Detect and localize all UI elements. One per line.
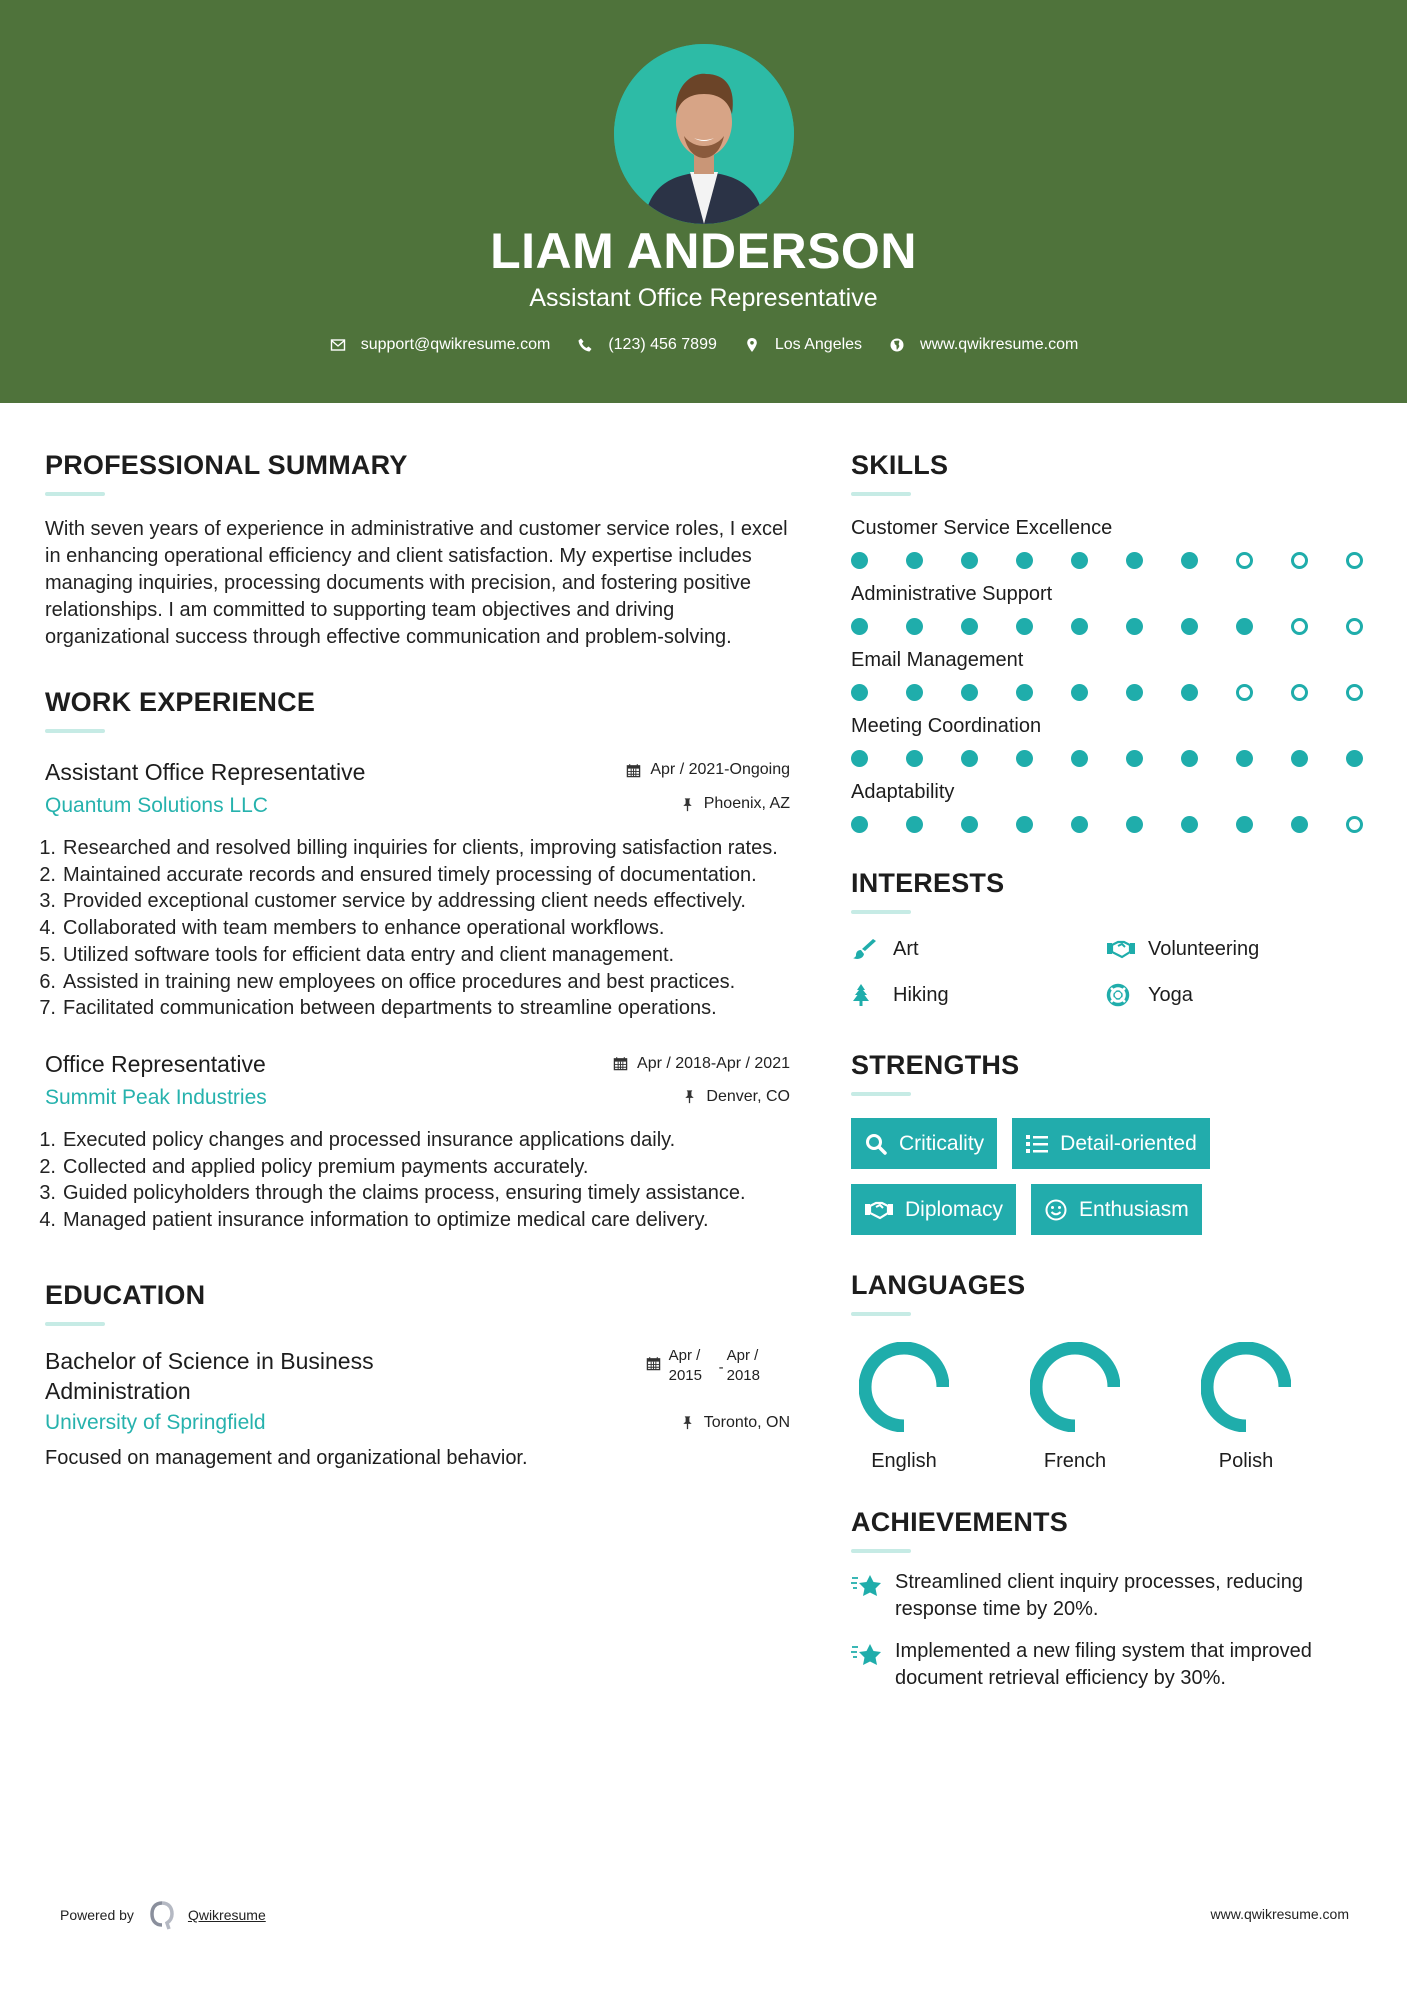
list-item: 2. Collected and applied policy premium payments accurately.	[39, 1155, 589, 1178]
list-icon	[1025, 1132, 1049, 1156]
contact-email[interactable]	[329, 336, 551, 354]
achievement-text: Implemented a new filing system that improved document retrieval efficiency by 30%.	[895, 1640, 1312, 1689]
language-item	[851, 1342, 1022, 1473]
rating-dot-filled	[1126, 618, 1143, 635]
company-name: Quantum Solutions LLC	[45, 794, 268, 817]
person-portrait-icon	[614, 44, 794, 224]
search-icon	[864, 1132, 888, 1156]
calendar-icon	[613, 1056, 628, 1071]
list-item: 1. Researched and resolved billing inquiries for clients, improving satisfaction rates.	[39, 837, 778, 859]
rating-dot-empty	[1291, 618, 1308, 635]
skill-rating	[851, 618, 1371, 636]
heading-underline	[851, 1549, 911, 1553]
rating-dot-filled	[1016, 552, 1033, 569]
strength-badge	[851, 1184, 1016, 1235]
section-heading: WORK EXPERIENCE	[45, 687, 316, 717]
language-name: French	[1043, 1450, 1107, 1472]
degree-title: Bachelor of Science in Business Administration	[45, 1347, 374, 1404]
contact-website-text: www.qwikresume.com	[920, 336, 1079, 353]
skill-item	[851, 778, 1371, 834]
job-dates-text: Apr / 2021-Ongoing	[650, 761, 790, 778]
heading-underline	[851, 1092, 911, 1096]
job-dates	[613, 1055, 790, 1073]
job-bullets	[39, 835, 790, 1022]
interest-item	[851, 932, 1106, 966]
star-icon	[851, 1638, 895, 1691]
rating-dot-filled	[851, 684, 868, 701]
rating-dot-filled	[1236, 750, 1253, 767]
skill-rating	[851, 816, 1371, 834]
rating-dot-filled	[1071, 750, 1088, 767]
contact-bar	[0, 336, 1407, 354]
rating-dot-filled	[1126, 552, 1143, 569]
interests-section	[851, 866, 1371, 1012]
job-location	[682, 1088, 790, 1106]
rating-dot-filled	[1016, 750, 1033, 767]
tree-icon	[851, 982, 883, 1008]
envelope-icon	[329, 336, 347, 354]
rating-dot-filled	[906, 618, 923, 635]
strength-badge	[1031, 1184, 1202, 1235]
rating-dot-filled	[961, 816, 978, 833]
skill-item	[851, 580, 1371, 636]
summary-text: With seven years of experience in administrative and customer service roles, I excel in enhancing operational efficiency and client satisfaction. My expertise includes managing inquiries, processing documents with precision, and fostering positive relationships. I am committed to supporting team objectives and driving organizational success through effective communication and problem-solving.	[45, 518, 788, 648]
rating-dot-filled	[1126, 684, 1143, 701]
rating-dot-filled	[1016, 618, 1033, 635]
rating-dot-filled	[851, 750, 868, 767]
education-dates	[646, 1346, 760, 1386]
skill-rating	[851, 552, 1371, 570]
rating-dot-filled	[851, 618, 868, 635]
education-entry	[45, 1346, 790, 1472]
rating-dot-filled	[906, 816, 923, 833]
education-description: Focused on management and organizational behavior.	[45, 1446, 528, 1469]
rating-dot-filled	[1181, 816, 1198, 833]
rating-dot-filled	[1291, 816, 1308, 833]
date-separator: -	[718, 1358, 724, 1376]
skills-section	[851, 448, 1371, 834]
phone-icon	[576, 336, 594, 354]
rating-dot-filled	[961, 618, 978, 635]
language-name: Polish	[1218, 1450, 1274, 1472]
summary-section	[45, 448, 790, 651]
contact-phone[interactable]	[576, 336, 717, 354]
section-heading: INTERESTS	[851, 868, 1005, 898]
languages-list	[851, 1342, 1371, 1473]
rating-dot-filled	[1016, 816, 1033, 833]
heading-underline	[851, 492, 911, 496]
rating-dot-filled	[1236, 618, 1253, 635]
interest-label: Art	[893, 937, 919, 960]
handshake-icon	[1106, 936, 1138, 962]
experience-section	[39, 685, 790, 1234]
rating-dot-filled	[961, 684, 978, 701]
language-item	[1022, 1342, 1193, 1473]
rating-dot-filled	[1126, 816, 1143, 833]
qwikresume-link[interactable]: Qwikresume	[187, 1907, 266, 1923]
skill-name: Adaptability	[851, 781, 955, 803]
qwikresume-logo-icon	[148, 1900, 176, 1930]
strength-badge	[1012, 1118, 1210, 1169]
job-entry	[39, 757, 790, 1022]
languages-section	[851, 1268, 1371, 1473]
strengths-list	[851, 1118, 1371, 1250]
interests-list	[851, 932, 1371, 1012]
heading-underline	[45, 729, 105, 733]
school-name: University of Springfield	[45, 1410, 266, 1434]
globe-icon	[888, 336, 906, 354]
job-dates-text: Apr / 2018-Apr / 2021	[637, 1054, 790, 1072]
heading-underline	[851, 910, 911, 914]
achievements-section	[851, 1505, 1371, 1691]
section-heading: LANGUAGES	[851, 1270, 1026, 1300]
achievement-text: Streamlined client inquiry processes, reducing response time by 20%.	[895, 1571, 1303, 1620]
strength-label: Detail-oriented	[1060, 1131, 1197, 1155]
skill-name: Administrative Support	[851, 583, 1053, 605]
job-location-text: Phoenix, AZ	[703, 795, 790, 812]
list-item: 6. Assisted in training new employees on office procedures and best practices.	[39, 970, 736, 993]
list-item: 3. Guided policyholders through the claims process, ensuring timely assistance.	[39, 1182, 746, 1205]
heading-underline	[851, 1312, 911, 1316]
progress-ring-icon	[1030, 1342, 1120, 1432]
candidate-title: Assistant Office Representative	[529, 284, 878, 312]
section-heading: ACHIEVEMENTS	[851, 1507, 1068, 1537]
rating-dot-filled	[1181, 684, 1198, 701]
rating-dot-filled	[1346, 750, 1363, 767]
list-item: 5. Utilized software tools for efficient data entry and client management.	[39, 943, 675, 966]
rating-dot-filled	[906, 684, 923, 701]
job-location-text: Denver, CO	[706, 1087, 790, 1105]
rating-dot-empty	[1346, 552, 1363, 569]
achievement-item	[851, 1638, 1371, 1691]
job-location	[680, 795, 790, 813]
achievement-item	[851, 1569, 1371, 1622]
rating-dot-filled	[1181, 552, 1198, 569]
skill-name: Meeting Coordination	[851, 715, 1042, 737]
progress-ring-icon	[859, 1342, 949, 1432]
rating-dot-empty	[1291, 552, 1308, 569]
rating-dot-filled	[1181, 618, 1198, 635]
rating-dot-filled	[961, 552, 978, 569]
pushpin-icon	[680, 1415, 695, 1430]
contact-website[interactable]	[888, 336, 1078, 354]
rating-dot-filled	[1071, 618, 1088, 635]
rating-dot-empty	[1346, 816, 1363, 833]
handshake-icon	[864, 1198, 894, 1222]
language-name: English	[871, 1450, 937, 1472]
skills-list	[851, 514, 1371, 834]
contact-location-text: Los Angeles	[774, 336, 863, 353]
section-heading: SKILLS	[851, 450, 949, 480]
interest-item	[1106, 932, 1361, 966]
paintbrush-icon	[851, 936, 883, 962]
rating-dot-filled	[1126, 750, 1143, 767]
job-entry	[39, 1049, 790, 1234]
interest-item	[1106, 978, 1361, 1012]
heading-underline	[45, 492, 105, 496]
contact-phone-text: (123) 456 7899	[608, 336, 717, 353]
education-location	[680, 1414, 790, 1432]
rating-dot-empty	[1346, 684, 1363, 701]
life-ring-icon	[1106, 982, 1138, 1008]
rating-dot-filled	[961, 750, 978, 767]
rating-dot-filled	[1291, 750, 1308, 767]
skill-name: Email Management	[851, 649, 1024, 671]
job-title: Assistant Office Representative	[45, 759, 366, 785]
education-section	[45, 1278, 790, 1472]
skill-rating	[851, 684, 1371, 702]
job-title: Office Representative	[45, 1050, 266, 1077]
powered-by-label: Powered by	[60, 1907, 134, 1923]
list-item: 2. Maintained accurate records and ensured timely processing of documentation.	[39, 863, 757, 886]
list-item: 4. Managed patient insurance information to optimize medical care delivery.	[39, 1209, 709, 1232]
contact-email-text: support@qwikresume.com	[360, 336, 551, 353]
rating-dot-filled	[906, 750, 923, 767]
right-column	[851, 448, 1371, 1691]
rating-dot-filled	[1071, 684, 1088, 701]
pushpin-icon	[682, 1089, 697, 1104]
interest-label: Hiking	[893, 983, 949, 1006]
interest-label: Yoga	[1148, 983, 1193, 1006]
footer-powered-by	[60, 1900, 266, 1930]
rating-dot-filled	[1071, 816, 1088, 833]
interest-label: Volunteering	[1148, 937, 1260, 960]
language-item	[1193, 1342, 1364, 1473]
skill-item	[851, 646, 1371, 702]
strength-badge	[851, 1118, 997, 1169]
section-heading: EDUCATION	[45, 1279, 206, 1310]
education-end: Apr / 2018	[726, 1346, 760, 1384]
rating-dot-filled	[851, 816, 868, 833]
rating-dot-filled	[1016, 684, 1033, 701]
star-icon	[851, 1569, 895, 1622]
list-item: 4. Collaborated with team members to enhance operational workflows.	[39, 917, 665, 940]
calendar-icon	[646, 1356, 661, 1371]
map-pin-icon	[743, 336, 761, 354]
heading-underline	[45, 1322, 105, 1326]
rating-dot-empty	[1236, 684, 1253, 701]
rating-dot-filled	[1071, 552, 1088, 569]
strengths-section	[851, 1048, 1371, 1250]
rating-dot-empty	[1346, 618, 1363, 635]
achievements-list	[851, 1569, 1371, 1691]
education-start: Apr / 2015	[668, 1346, 702, 1384]
rating-dot-filled	[1181, 750, 1198, 767]
left-column	[39, 448, 790, 1472]
skill-name: Customer Service Excellence	[851, 517, 1113, 539]
pushpin-icon	[680, 797, 695, 812]
candidate-name: LIAM ANDERSON	[490, 223, 917, 279]
skill-rating	[851, 750, 1371, 768]
interest-item	[851, 978, 1106, 1012]
strength-label: Criticality	[899, 1131, 985, 1155]
list-item: 3. Provided exceptional customer service by addressing client needs effectively.	[39, 890, 746, 913]
smile-icon	[1044, 1198, 1068, 1222]
job-bullets	[39, 1127, 790, 1234]
rating-dot-empty	[1236, 552, 1253, 569]
progress-ring-icon	[1201, 1342, 1291, 1432]
section-heading: STRENGTHS	[851, 1050, 1020, 1080]
rating-dot-filled	[906, 552, 923, 569]
skill-item	[851, 514, 1371, 570]
education-location-text: Toronto, ON	[703, 1413, 790, 1431]
rating-dot-filled	[1236, 816, 1253, 833]
job-dates	[626, 761, 790, 779]
list-item: 7. Facilitated communication between departments to streamline operations.	[39, 997, 717, 1020]
list-item: 1. Executed policy changes and processed insurance applications daily.	[39, 1128, 676, 1151]
strength-label: Diplomacy	[905, 1197, 1004, 1221]
contact-location	[743, 336, 862, 354]
calendar-icon	[626, 763, 641, 778]
company-name: Summit Peak Industries	[45, 1085, 267, 1109]
resume-header	[0, 0, 1407, 403]
footer-website[interactable]: www.qwikresume.com	[1210, 1906, 1349, 1922]
skill-item	[851, 712, 1371, 768]
section-heading: PROFESSIONAL SUMMARY	[45, 450, 408, 480]
rating-dot-filled	[851, 552, 868, 569]
rating-dot-empty	[1291, 684, 1308, 701]
strength-label: Enthusiasm	[1079, 1197, 1189, 1221]
profile-photo	[614, 44, 794, 224]
